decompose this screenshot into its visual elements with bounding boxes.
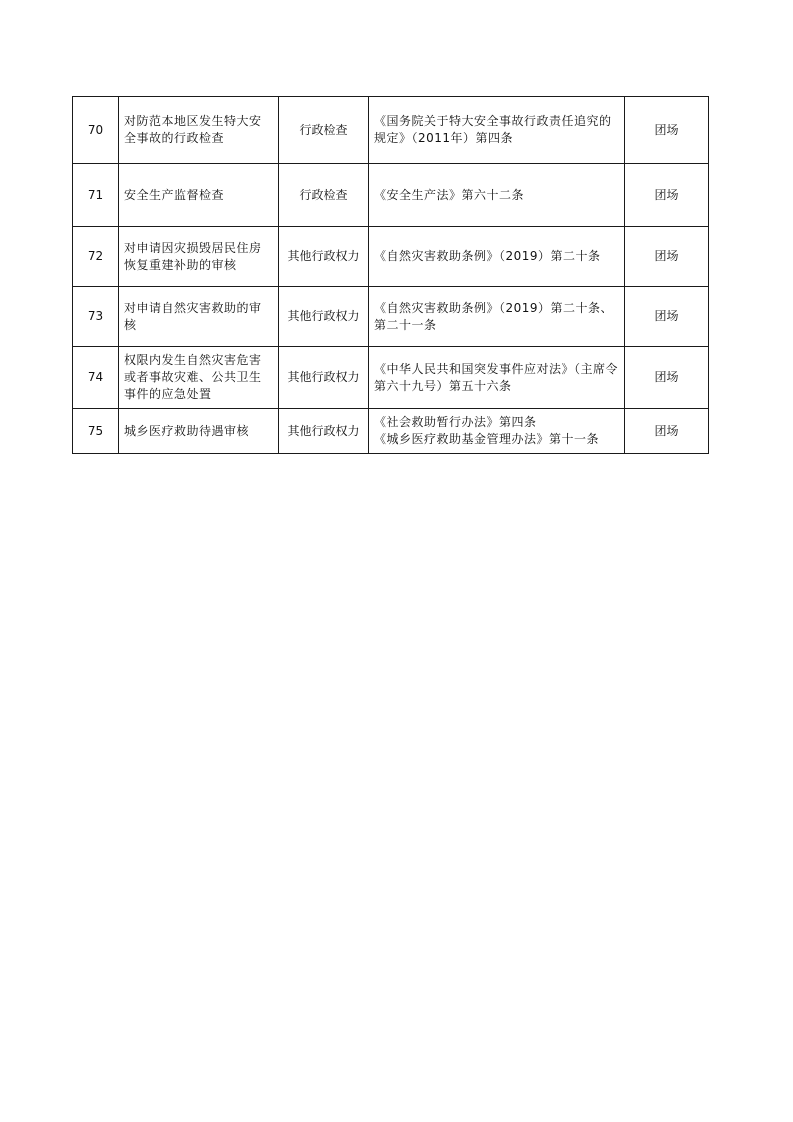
- implementing-unit: 团场: [625, 347, 709, 409]
- item-name: 城乡医疗救助待遇审核: [119, 409, 279, 454]
- item-name: 对申请因灾损毁居民住房恢复重建补助的审核: [119, 227, 279, 287]
- row-number: 71: [73, 164, 119, 227]
- legal-basis: [369, 409, 625, 454]
- item-name: 安全生产监督检查: [119, 164, 279, 227]
- row-number: 70: [73, 97, 119, 164]
- row-number: 74: [73, 347, 119, 409]
- table-row: [73, 164, 709, 227]
- implementing-unit: 团场: [625, 97, 709, 164]
- row-number: 75: [73, 409, 119, 454]
- table-row: [73, 347, 709, 409]
- legal-basis: [369, 227, 625, 287]
- legal-basis: [369, 164, 625, 227]
- power-list-table: [72, 96, 709, 454]
- legal-basis: [369, 287, 625, 347]
- legal-basis-line: 《中华人民共和国突发事件应对法》（主席令第六十九号）第五十六条: [374, 361, 619, 393]
- power-type: 其他行政权力: [279, 227, 369, 287]
- row-number: 73: [73, 287, 119, 347]
- legal-basis-line: 《自然灾害救助条例》（2019）第二十条: [374, 249, 601, 263]
- table-row: [73, 409, 709, 454]
- implementing-unit: 团场: [625, 227, 709, 287]
- implementing-unit: 团场: [625, 164, 709, 227]
- item-name: 对申请自然灾害救助的审核: [119, 287, 279, 347]
- legal-basis-line: 《安全生产法》第六十二条: [374, 187, 525, 202]
- legal-basis: [369, 347, 625, 409]
- legal-basis-line: 《社会救助暂行办法》第四条: [374, 415, 537, 429]
- table-row: [73, 227, 709, 287]
- implementing-unit: 团场: [625, 409, 709, 454]
- item-name: 权限内发生自然灾害危害或者事故灾难、公共卫生事件的应急处置: [119, 347, 279, 409]
- legal-basis-line: 《城乡医疗救助基金管理办法》第十一条: [374, 432, 600, 446]
- legal-basis-line: 《自然灾害救助条例》（2019）第二十条、第二十一条: [374, 300, 614, 332]
- legal-basis: [369, 97, 625, 164]
- power-type: 其他行政权力: [279, 347, 369, 409]
- power-type: 其他行政权力: [279, 409, 369, 454]
- power-type: 行政检查: [279, 97, 369, 164]
- item-name: 对防范本地区发生特大安全事故的行政检查: [119, 97, 279, 164]
- legal-basis-line: 《国务院关于特大安全事故行政责任追究的规定》（2011年）第四条: [374, 114, 612, 145]
- table-row: [73, 287, 709, 347]
- table-row: [73, 97, 709, 164]
- power-type: 行政检查: [279, 164, 369, 227]
- implementing-unit: 团场: [625, 287, 709, 347]
- row-number: 72: [73, 227, 119, 287]
- power-type: 其他行政权力: [279, 287, 369, 347]
